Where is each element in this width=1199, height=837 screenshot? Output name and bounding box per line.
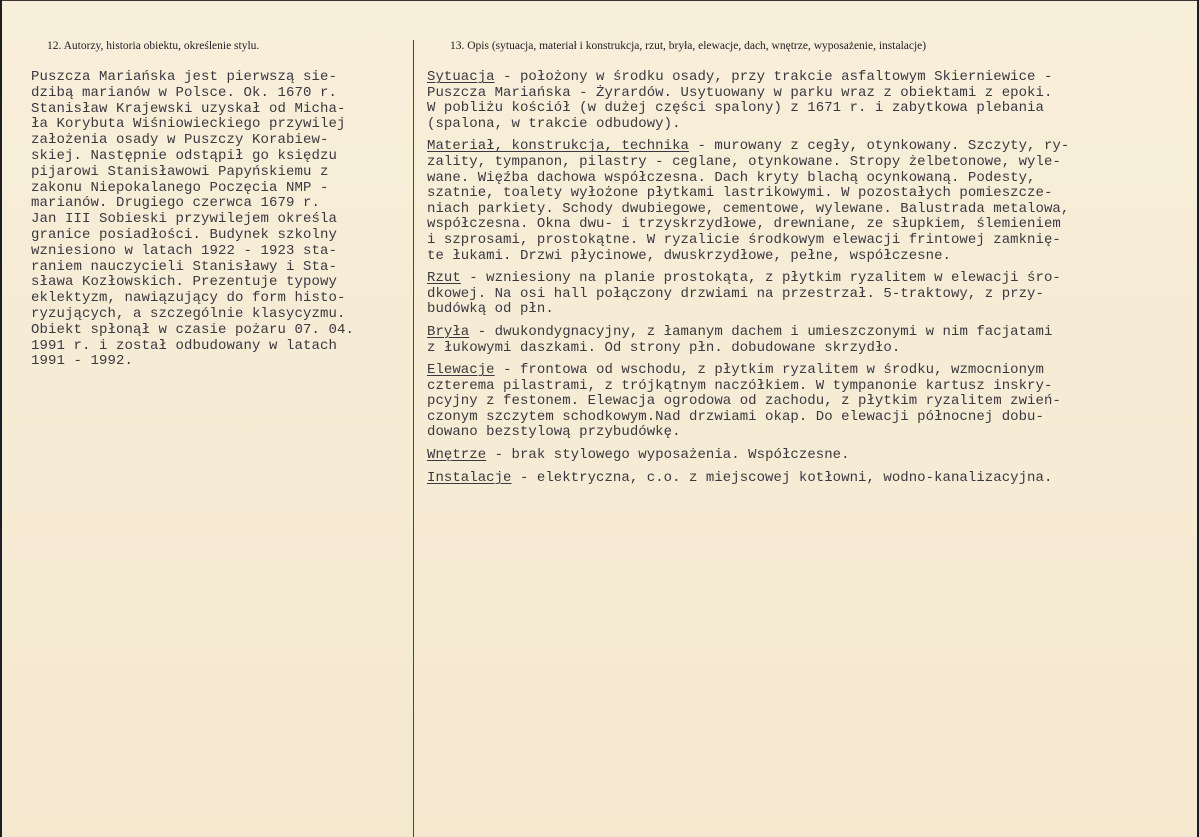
plan-label: Rzut — [427, 270, 461, 287]
description-line: wane. Więźba dachowa współczesna. Dach kryty blachą ocynkowaną. Podesty, — [427, 169, 1036, 186]
plan-text: - wzniesiony na planie prostokąta, z płytkim ryzalitem w elewacji śro- — [460, 270, 1061, 287]
paragraph-interior — [427, 448, 1187, 464]
history-line: Jan III Sobieski przywilejem określa — [31, 211, 338, 228]
history-line: raniem nauczycieli Stanisławy i Sta- — [31, 258, 338, 275]
card-left-edge — [0, 0, 2, 837]
description-line: te łukami. Drzwi płycinowe, dwuskrzydłowe, pełne, współczesne. — [427, 247, 951, 264]
description-line: czonym szczytem schodkowym.Nad drzwiami okap. Do elewacji północnej dobu- — [427, 408, 1044, 425]
description-line: z łukowymi daszkami. Od strony płn. dobudowane skrzydło. — [427, 339, 901, 356]
column-divider — [413, 40, 414, 837]
description-line: czterema pilastrami, z trójkątnym naczółkiem. W tympanonie kartusz inskry- — [427, 377, 1053, 394]
description-line: W pobliżu kościół (w dużej części spalony) z 1671 r. i zabytkowa plebania — [427, 100, 1044, 117]
history-line: eklektyzm, nawiązujący do form histo- — [31, 290, 346, 307]
description-line: budówką od płn. — [427, 301, 554, 318]
paragraph-elevations — [427, 363, 1187, 441]
description-line — [427, 70, 1187, 86]
paragraph-body — [427, 325, 1187, 356]
description-line: i szprosami, prostokątne. W ryzalicie środkowym elewacji frintowej zamknię- — [427, 231, 1061, 248]
history-line: sława Kozłowskich. Prezentuje typowy — [31, 274, 338, 291]
history-line: granice posiadłości. Budynek szkolny — [31, 226, 338, 243]
material-text: - murowany z cegły, otynkowany. Szczyty, ry- — [689, 138, 1070, 155]
description-line: dkowej. Na osi hall połączony drzwiami na przestrzał. 5-traktowy, z przy- — [427, 285, 1044, 302]
situation-text: - położony w środku osady, przy trakcie asfaltowym Skierniewice - — [494, 69, 1053, 85]
history-line: wzniesiono w latach 1922 - 1923 sta- — [31, 242, 338, 259]
body-text: - dwukondygnacyjny, z łamanym dachem i umieszczonymi w nim facjatami — [469, 323, 1053, 340]
paragraph-situation — [427, 70, 1187, 132]
history-line: Obiekt spłonął w czasie pożaru 07. 04. — [31, 321, 355, 338]
description-line: dowano bezstylową przybudówkę. — [427, 424, 681, 441]
interior-text: - brak stylowego wyposażenia. Współczesne. — [486, 447, 850, 464]
description-line: (spalona, w trakcie odbudowy). — [427, 115, 681, 132]
history-line: Puszcza Mariańska jest pierwszą sie- — [31, 69, 338, 85]
description-line — [427, 448, 1187, 464]
description-line — [427, 471, 1187, 487]
section-13-header: 13. Opis (sytuacja, materiał i konstrukcja, rzut, bryła, elewacje, dach, wnętrze, wyposażenie, instalacje) — [450, 40, 927, 52]
body-label: Bryła — [427, 323, 470, 340]
situation-label: Sytuacja — [427, 69, 495, 85]
description-text — [427, 70, 1187, 493]
history-line: pijarowi Stanisławowi Papyńskiemu z — [31, 163, 329, 180]
history-line: ła Korybuta Wiśniowieckiego przywilej — [31, 116, 346, 133]
history-line: założenia osady w Puszczy Korabiew- — [31, 132, 329, 149]
description-line — [427, 325, 1187, 341]
description-line: szatnie, toalety wyłożone płytkami lastrikowymi. W pozostałych pomieszcze- — [427, 185, 1053, 202]
paragraph-material — [427, 139, 1187, 264]
description-line — [427, 363, 1187, 379]
card-top-edge — [0, 0, 1199, 1]
elevations-label: Elewacje — [427, 362, 495, 379]
installations-text: - elektryczna, c.o. z miejscowej kotłowni, wodno-kanalizacyjna. — [511, 469, 1053, 486]
history-line: dzibą marianów w Polsce. Ok. 1670 r. — [31, 84, 338, 101]
section-12-header: 12. Autorzy, historia obiektu, określenie stylu. — [47, 40, 260, 52]
description-line: niach parkiety. Schody dwubiegowe, cementowe, wylewane. Balustrada metalowa, — [427, 200, 1070, 217]
description-line: zality, tympanon, pilastry - ceglane, otynkowane. Stropy żelbetonowe, wyle- — [427, 153, 1061, 170]
interior-label: Wnętrze — [427, 447, 487, 464]
paragraph-installations — [427, 471, 1187, 487]
history-line: 1991 - 1992. — [31, 353, 134, 370]
description-line — [427, 139, 1187, 155]
description-line — [427, 271, 1187, 287]
material-label: Materiał, konstrukcja, technika — [427, 138, 689, 155]
elevations-text: - frontowa od wschodu, z płytkim ryzalitem w środku, wzmocnionym — [494, 362, 1044, 379]
description-line: współczesna. Okna dwu- i trzyskrzydłowe, drewniane, ze słupkiem, ślemieniem — [427, 216, 1061, 233]
paragraph-plan — [427, 271, 1187, 318]
installations-label: Instalacje — [427, 469, 512, 486]
history-line: ryzujących, a szczególnie klasycyzmu. — [31, 305, 346, 322]
history-line: skiej. Następnie odstąpił go księdzu — [31, 147, 338, 164]
description-line: Puszcza Mariańska - Żyrardów. Usytuowany w parku wraz z obiektami z epoki. — [427, 84, 1053, 101]
history-text — [31, 70, 406, 370]
history-line: marianów. Drugiego czerwca 1679 r. — [31, 195, 321, 212]
history-line: zakonu Niepokalanego Poczęcia NMP - — [31, 179, 329, 196]
description-line: pcyjny z festonem. Elewacja ogrodowa od zachodu, z płytkim ryzalitem zwień- — [427, 393, 1061, 410]
history-line: Stanisław Krajewski uzyskał od Micha- — [31, 100, 346, 117]
history-line: 1991 r. i został odbudowany w latach — [31, 337, 338, 354]
